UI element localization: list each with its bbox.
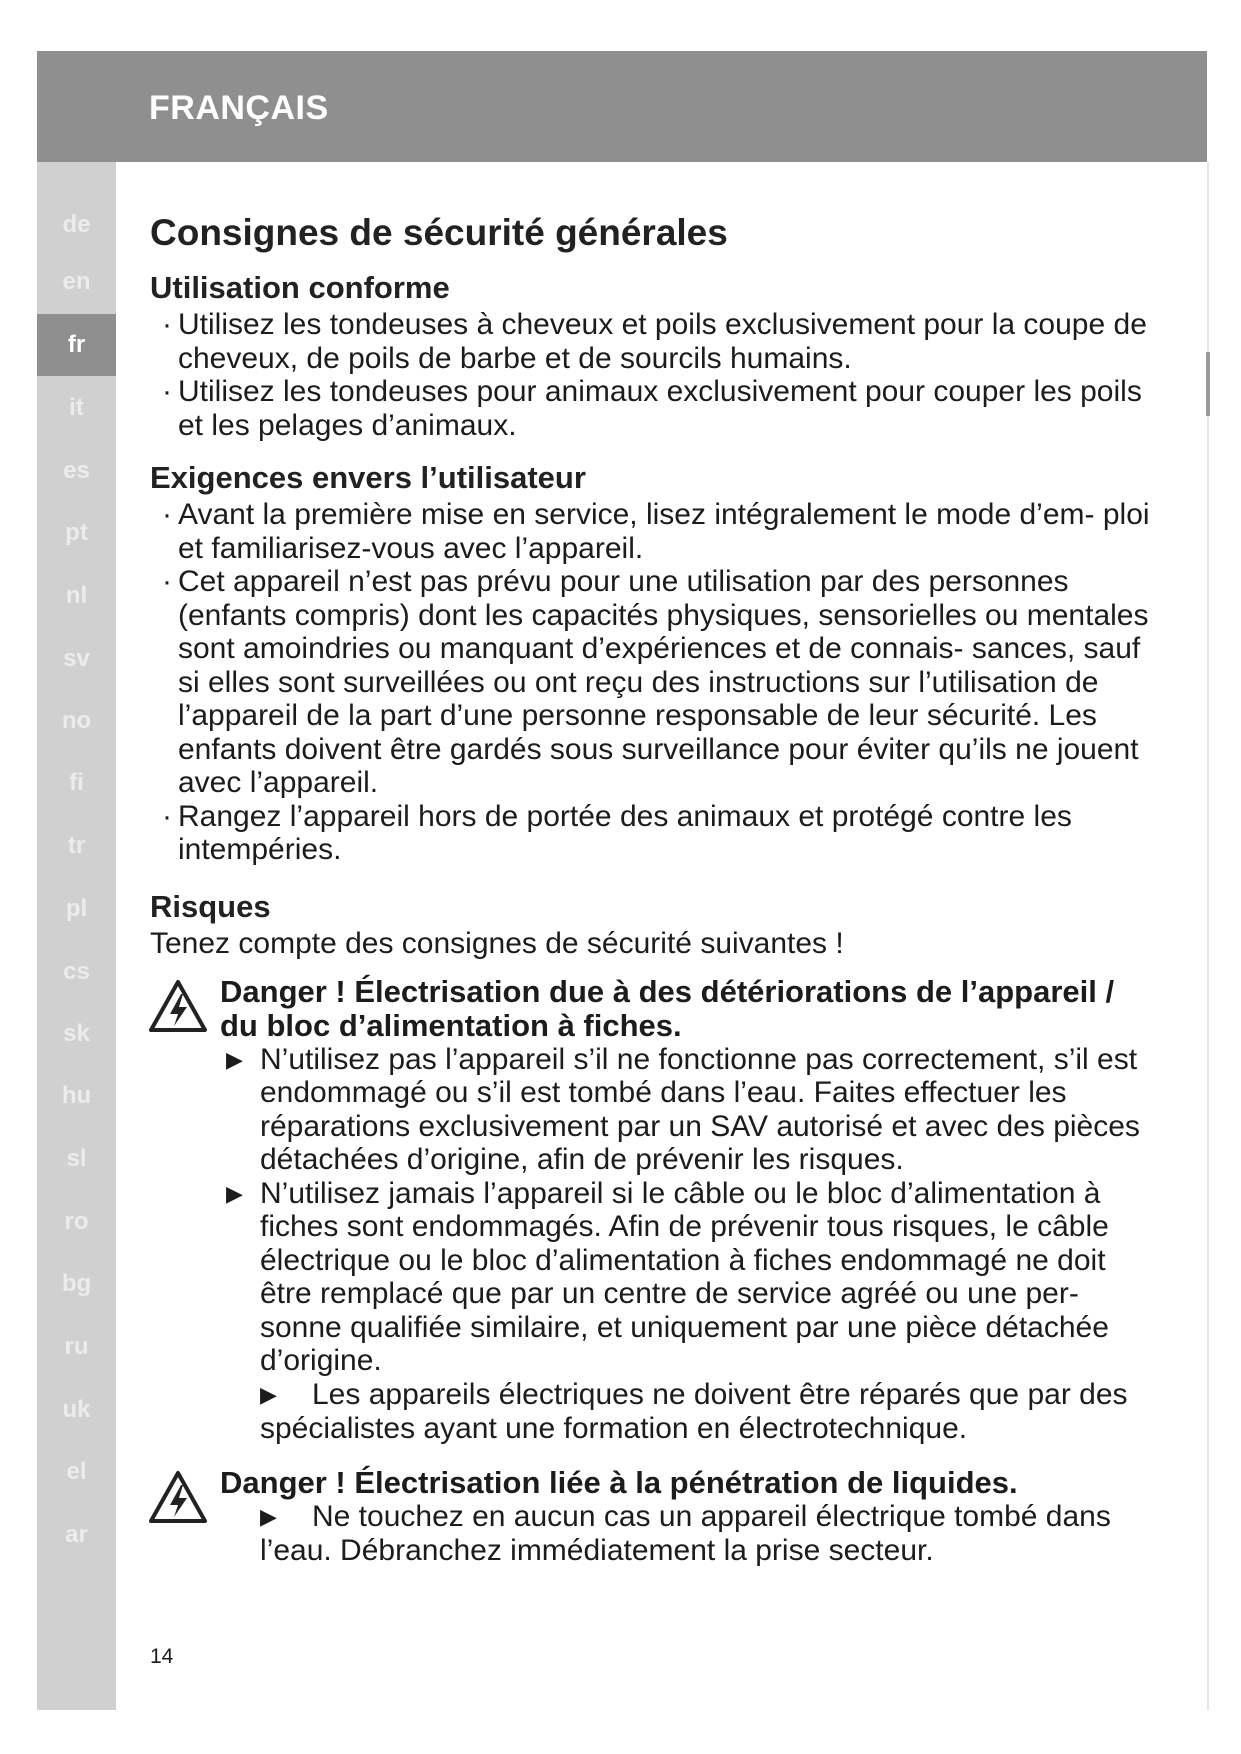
lang-tab-bg[interactable]: bg <box>61 1270 92 1297</box>
list-item: ▶ N’utilisez jamais l’appareil si le câble ou le bloc d’alimentation à fiches sont endommagés. Afin de prévenir tous risques, le câble électrique ou le bloc d’alimentation à fiches endommagé ne doit être remplacé que par un centre de service agréé ou une per- sonne qualifiée similaire, et uniquement par une pièce détachée d’origine. <box>226 1176 1109 1377</box>
page-title: Consignes de sécurité générales <box>150 212 728 253</box>
arrow-bullet-icon: ▶ <box>260 1381 277 1407</box>
lang-tab-tr[interactable]: tr <box>67 832 86 859</box>
lang-tab-ar[interactable]: ar <box>65 1521 88 1548</box>
list-item: · Rangez l’appareil hors de portée des animaux et protégé contre les intempéries. <box>162 799 1072 866</box>
bullet-icon: · <box>162 375 172 408</box>
arrow-bullet-icon: ▶ <box>226 1046 243 1072</box>
right-margin-tab-marker <box>1206 352 1210 416</box>
lang-tab-en[interactable]: en <box>62 268 91 295</box>
list-item: · Cet appareil n’est pas prévu pour une utilisation par des personnes (enfants compris) dont les capacités physiques, sensorielles ou mentales sont amoindries ou manquant d’expériences et de connais- sances, sauf si elles sont surveillées ou ont reçu des instructions sur l’utilisation de l’appareil de la part d’une personne responsable de leur sécurité. Les enfants doivent être gardés sous surveillance pour éviter qu’ils ne jouent avec l’appareil. <box>162 565 1149 799</box>
page-number: 14 <box>150 1645 174 1668</box>
section-heading-utilisation: Utilisation conforme <box>150 270 450 305</box>
lang-tab-ru[interactable]: ru <box>64 1333 89 1360</box>
exigences-list <box>150 498 1150 867</box>
warning-block-damage <box>150 975 1150 1446</box>
warning-damage-list <box>220 1043 1150 1378</box>
lang-tab-sl[interactable]: sl <box>66 1145 87 1172</box>
main-content <box>150 210 1150 1568</box>
lang-tab-es[interactable]: es <box>63 457 90 484</box>
lang-tab-ro[interactable]: ro <box>64 1208 89 1235</box>
list-item: ▶ N’utilisez pas l’appareil s’il ne fonctionne pas correctement, s’il est endommagé ou s’il est tombé dans l’eau. Faites effectuer les réparations exclusivement par un SAV autorisé et avec des pièces détachées d’origine, afin de prévenir les risques. <box>226 1042 1140 1176</box>
arrow-bullet-icon: ▶ <box>260 1503 277 1529</box>
utilisation-list <box>150 308 1150 442</box>
lang-tab-pt[interactable]: pt <box>65 519 88 546</box>
lang-tab-fi[interactable]: fi <box>69 769 84 796</box>
high-voltage-warning-icon <box>148 1470 208 1524</box>
lang-tab-no[interactable]: no <box>61 707 92 734</box>
warning-liquids-note: ▶ Ne touchez en aucun cas un appareil électrique tombé dans l’eau. Débranchez immédiatement la prise secteur. <box>260 1499 1111 1567</box>
page-language-title: FRANÇAIS <box>149 89 329 127</box>
lang-tab-cs[interactable]: cs <box>63 958 90 985</box>
lang-tab-fr[interactable]: fr <box>37 314 116 376</box>
bullet-icon: · <box>162 565 172 598</box>
lang-tab-uk[interactable]: uk <box>62 1396 91 1423</box>
warning-title: Danger ! Électrisation due à des détériorations de l’appareil / du bloc d’alimentation à fiches. <box>220 973 1115 1043</box>
warning-title: Danger ! Électrisation liée à la pénétration de liquides. <box>220 1464 1018 1500</box>
lang-tab-sv[interactable]: sv <box>63 645 90 672</box>
bullet-icon: · <box>162 799 172 833</box>
bullet-icon: · <box>162 498 172 531</box>
section-heading-risques: Risques <box>150 888 271 924</box>
lang-tab-sk[interactable]: sk <box>63 1020 90 1047</box>
list-item: · Utilisez les tondeuses à cheveux et poils exclusivement pour la coupe de cheveux, de poils de barbe et de sourcils humains. <box>162 308 1147 375</box>
section-heading-exigences: Exigences envers l’utilisateur <box>150 460 586 495</box>
warning-block-liquids <box>150 1466 1150 1568</box>
arrow-bullet-icon: ▶ <box>226 1180 243 1206</box>
list-item: · Avant la première mise en service, lisez intégralement le mode d’em- ploi et familiarisez-vous avec l’appareil. <box>162 498 1150 565</box>
lang-tab-it[interactable]: it <box>69 394 84 421</box>
warning-extra-note: ▶ Les appareils électriques ne doivent être réparés que par des spécialistes ayant une formation en électrotechnique. <box>260 1377 1128 1445</box>
lang-tab-de[interactable]: de <box>62 211 91 238</box>
language-sidebar <box>37 162 116 1710</box>
list-item: · Utilisez les tondeuses pour animaux exclusivement pour couper les poils et les pelages d’animaux. <box>162 375 1142 442</box>
bullet-icon: · <box>162 308 172 341</box>
high-voltage-warning-icon <box>148 979 208 1033</box>
header-bar <box>37 51 1207 162</box>
lang-tab-hu[interactable]: hu <box>61 1082 92 1109</box>
lang-tab-pl[interactable]: pl <box>65 895 88 922</box>
lang-tab-nl[interactable]: nl <box>65 582 88 609</box>
risques-intro: Tenez compte des consignes de sécurité suivantes ! <box>150 926 844 960</box>
lang-tab-el[interactable]: el <box>66 1458 87 1485</box>
